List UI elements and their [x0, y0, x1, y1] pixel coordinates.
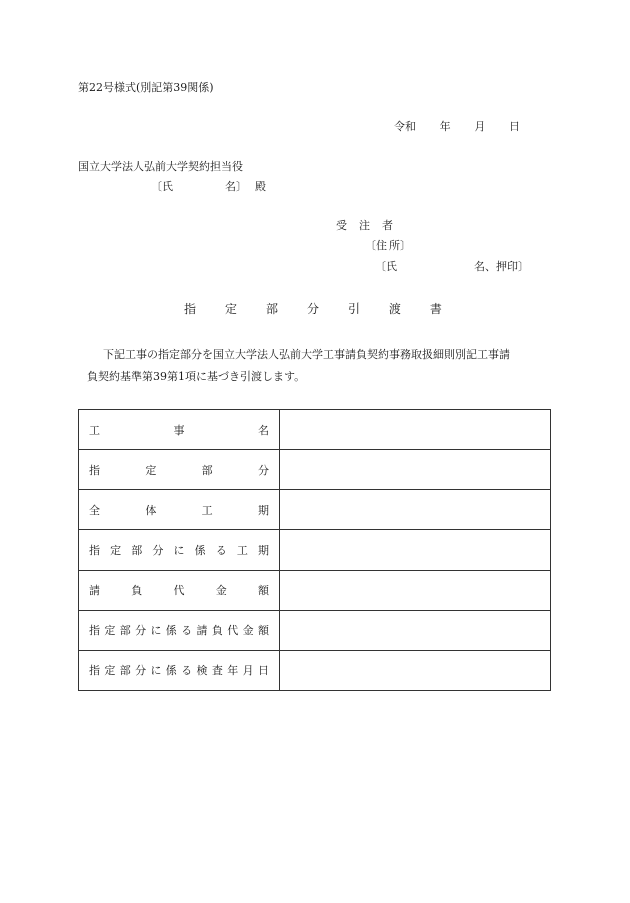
table-row	[79, 530, 551, 570]
row-label	[79, 530, 280, 570]
row-label-text: 指 定 部 分 に 係 る 工 期	[89, 543, 269, 557]
row-value[interactable]	[280, 570, 551, 610]
row-label-text: 全 体 工 期	[89, 503, 269, 517]
table-row	[79, 570, 551, 610]
table-row	[79, 490, 551, 530]
contractor-address: 〔住 所〕	[365, 239, 411, 252]
row-value[interactable]	[280, 410, 551, 450]
row-value[interactable]	[280, 650, 551, 690]
contractor-name: 〔氏 名、押印〕	[375, 260, 529, 273]
contractor-title: 受 注 者	[336, 219, 393, 232]
body-line-2: 負契約基準第39第1項に基づき引渡します。	[87, 370, 306, 383]
date-line	[394, 120, 520, 134]
body-line-1: 下記工事の指定部分を国立大学法人弘前大学工事請負契約事務取扱細則別記工事請	[103, 348, 510, 361]
table-row	[79, 450, 551, 490]
row-label	[79, 410, 280, 450]
recipient-name-open: 〔氏	[151, 180, 173, 193]
row-label-text: 指 定 部 分 に 係 る 検 査 年 月 日	[89, 664, 269, 678]
table-row	[79, 650, 551, 690]
row-label-text: 請 負 代 金 額	[89, 584, 269, 598]
doc-title: 指 定 部 分 引 渡 書	[184, 302, 442, 316]
table-row	[79, 610, 551, 650]
row-label-text: 工 事 名	[89, 423, 269, 437]
date-year: 年	[439, 120, 451, 133]
row-label	[79, 490, 280, 530]
row-value[interactable]	[280, 610, 551, 650]
date-era: 令和	[394, 120, 416, 133]
row-value[interactable]	[280, 450, 551, 490]
row-label	[79, 570, 280, 610]
form-number: 第22号様式(別記第39関係)	[78, 81, 214, 94]
row-value[interactable]	[280, 530, 551, 570]
date-month: 月	[474, 120, 486, 133]
recipient-org: 国立大学法人弘前大学契約担当役	[78, 160, 243, 173]
row-label	[79, 450, 280, 490]
row-label	[79, 610, 280, 650]
row-label-text: 指 定 部 分 に 係 る 請 負 代 金 額	[89, 624, 269, 638]
recipient-name-close: 名〕	[225, 180, 247, 193]
recipient-honorific: 殿	[255, 180, 266, 193]
details-table	[78, 409, 551, 691]
row-value[interactable]	[280, 490, 551, 530]
row-label	[79, 650, 280, 690]
body-text	[87, 344, 557, 388]
date-day: 日	[508, 120, 520, 133]
table-row	[79, 410, 551, 450]
row-label-text: 指 定 部 分	[89, 463, 269, 477]
